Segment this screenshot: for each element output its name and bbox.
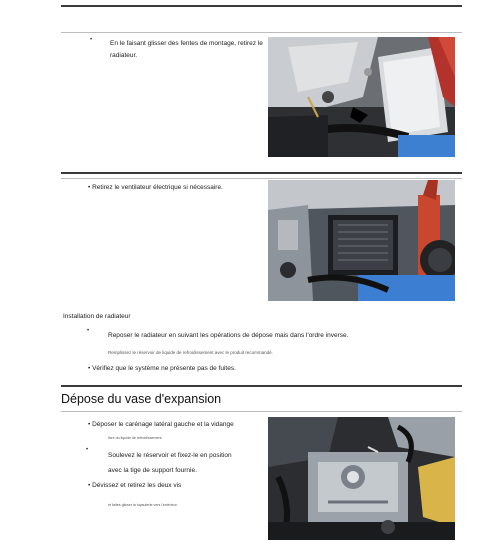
expansion-item2-line2: avec la tige de support fournie.	[108, 467, 197, 474]
installation-step1: Reposer le radiateur en suivant les opérations de dépose mais dans l'ordre inverse.	[108, 332, 349, 339]
expansion-item3: • Dévissez et retirez les deux vis	[88, 482, 182, 489]
section4-heading-underline	[61, 411, 462, 412]
expansion-item1: • Déposer le carénage latéral gauche et la vidange	[88, 421, 234, 428]
photo-expansion-tank	[268, 417, 455, 540]
expansion-note2: et faites glisser la tuyauterie vers l'extérieur.	[108, 503, 178, 507]
section3-bullet: •	[87, 328, 90, 334]
section2-divider	[61, 172, 462, 174]
section1-bullet: •	[90, 37, 93, 43]
section4-bullet: •	[86, 447, 89, 453]
expansion-note1: livre du liquide de refroidissement.	[108, 436, 163, 440]
section1-text-line1: En le faisant glisser des fentes de montage, retirez le	[110, 40, 263, 47]
installation-title: Installation de radiateur	[63, 313, 131, 320]
expansion-item2-line1: Soulevez le réservoir et fixez-le en position	[108, 452, 232, 459]
section1-text-line2: radiateur.	[110, 52, 138, 59]
photo-electric-fan	[268, 180, 455, 301]
installation-step2: Remplissez le réservoir de liquide de refroidissement avec le produit recommandé.	[108, 350, 273, 355]
expansion-tank-heading: Dépose du vase d'expansion	[61, 392, 222, 406]
section4-top-divider	[61, 385, 462, 387]
section2-subdivider	[61, 178, 462, 179]
section1-divider	[61, 32, 462, 33]
top-divider	[61, 5, 462, 7]
photo-radiator-removal	[268, 37, 455, 157]
section2-item: • Retirez le ventilateur électrique si nécessaire.	[88, 184, 223, 191]
installation-step3: • Vérifiez que le système ne présente pas de fuites.	[88, 365, 236, 372]
